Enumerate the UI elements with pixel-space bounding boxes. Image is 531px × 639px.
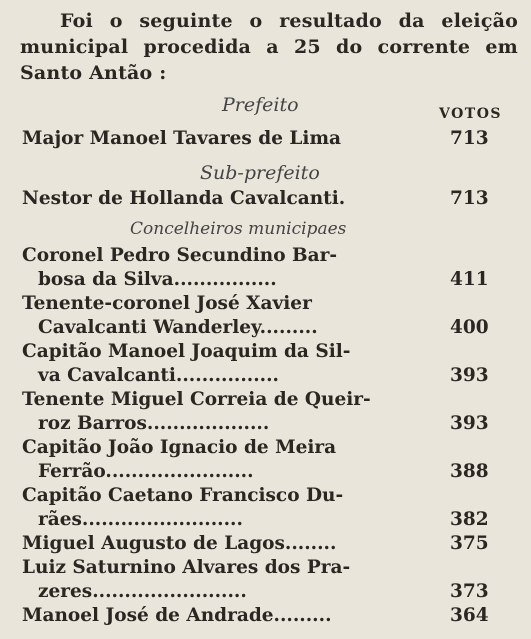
- candidate-8-line-2: zeres........................: [38, 581, 247, 602]
- candidate-9-line-1: Manoel José de Andrade.........: [22, 605, 332, 626]
- candidate-5-line-1: Capitão João Ignacio de Meira: [22, 437, 337, 458]
- candidate-2-line-1: Tenente-coronel José Xavier: [22, 293, 312, 314]
- prefeito-heading: Prefeito: [222, 94, 299, 116]
- subprefeito-name: Nestor de Hollanda Cavalcanti.: [22, 188, 346, 209]
- subprefeito-heading: Sub-prefeito: [200, 162, 320, 184]
- prefeito-votes: 713: [450, 128, 489, 149]
- candidate-7-votes: 375: [450, 533, 489, 554]
- concelheiros-heading: Concelheiros municipaes: [130, 219, 347, 239]
- candidate-6-votes: 382: [450, 509, 489, 530]
- candidate-5-line-2: Ferrão.......................: [38, 461, 254, 482]
- intro-paragraph: Foi o seguinte o resultado da eleição municipal procedida a 25 do corrente em Santo Antão :: [20, 10, 518, 84]
- candidate-4-line-1: Tenente Miguel Correia de Queir-: [22, 389, 371, 410]
- candidate-4-line-2: roz Barros...................: [38, 413, 270, 434]
- candidate-2-line-2: Cavalcanti Wanderley.........: [38, 317, 318, 338]
- candidate-5-votes: 388: [450, 461, 489, 482]
- subprefeito-votes: 713: [450, 188, 489, 209]
- candidate-1-line-2: bosa da Silva................: [38, 269, 277, 290]
- votes-column-header: VOTOS: [439, 106, 503, 122]
- candidate-3-line-1: Capitão Manoel Joaquim da Sil-: [22, 341, 351, 362]
- candidate-3-line-2: va Cavalcanti................: [38, 365, 279, 386]
- candidate-8-votes: 373: [450, 581, 489, 602]
- candidate-8-line-1: Luiz Saturnino Alvares dos Pra-: [22, 557, 351, 578]
- candidate-2-votes: 400: [450, 317, 489, 338]
- candidate-4-votes: 393: [450, 413, 489, 434]
- prefeito-name: Major Manoel Tavares de Lima: [22, 128, 342, 149]
- candidate-1-line-1: Coronel Pedro Secundino Bar-: [22, 245, 338, 266]
- candidate-3-votes: 393: [450, 365, 489, 386]
- candidate-1-votes: 411: [450, 269, 489, 290]
- candidate-7-line-1: Miguel Augusto de Lagos........: [22, 533, 337, 554]
- candidate-6-line-2: rães.........................: [38, 509, 243, 530]
- candidate-6-line-1: Capitão Caetano Francisco Du-: [22, 485, 344, 506]
- candidate-9-votes: 364: [450, 605, 489, 626]
